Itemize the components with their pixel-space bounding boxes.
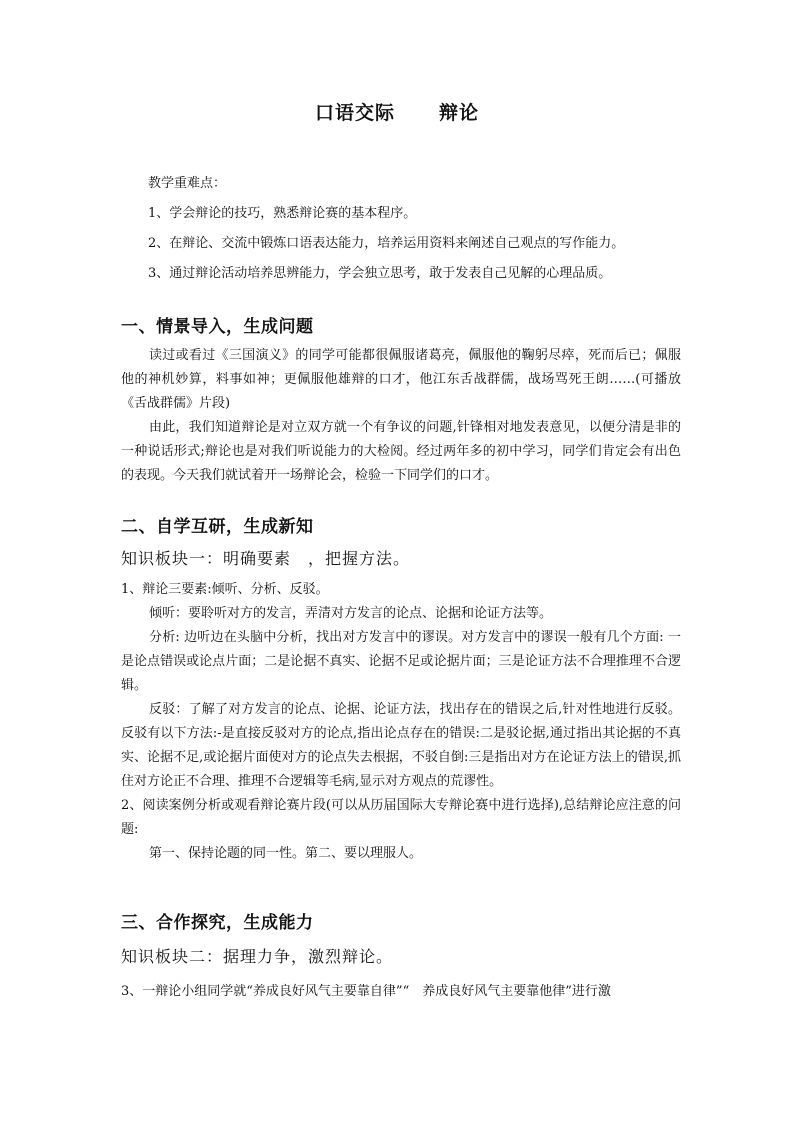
section2-listen: 倾听：要聆听对方的发言，弄清对方发言的论点、论据和论证方法等。	[149, 606, 553, 621]
key-point-item: 1、学会辩论的技巧，熟悉辩论赛的基本程序。	[148, 206, 417, 221]
key-points	[148, 174, 708, 294]
section2-body	[121, 578, 681, 866]
section2-analyze: 分析: 边听边在头脑中分析，找出对方发言中的谬误。对方发言中的谬误一般有几个方面: 一是论点错误或论点片面；二是论据不真实、论据不足或论据片面；三是论证方法不合理推理不合逻辑。	[121, 630, 681, 693]
section2-heading: 二、自学互研，生成新知	[121, 517, 314, 537]
title-part2: 辩论	[439, 102, 480, 124]
key-point-item: 3、通过辩论活动培养思辨能力，学会独立思考，敢于发表自己见解的心理品质。	[148, 266, 612, 281]
section1-body	[121, 344, 681, 488]
section3-heading: 三、合作探究，生成能力	[121, 913, 314, 933]
section1-paragraph-1: 读过或看过《三国演义》的同学可能都很佩服诸葛亮，佩服他的鞠躬尽瘁，死而后已；佩服他的神机妙算，料事如神；更佩服他雄辩的口才，他江东舌战群儒，战场骂死王朗……(可播放《舌战群儒》片段)	[121, 348, 681, 411]
section1-heading: 一、情景导入，生成问题	[121, 317, 314, 337]
section2-points: 第一、保持论题的同一性。第二、要以理服人。	[149, 846, 423, 861]
title-part1: 口语交际	[314, 102, 395, 124]
section2-rebut: 反驳：了解了对方发言的论点、论据、论证方法，找出存在的错误之后,针对性地进行反驳。反驳有以下方法:-是直接反驳对方的论点,指出论点存在的错误:二是驳论据,通过指出其论据的不真实、论据不足,或论据片面使对方的论点失去根据，不驳自倒:三是指出对方在论证方法上的错误,抓住对方论正不合理、推理不合逻辑等毛病,显示对方观点的荒谬性。	[121, 702, 681, 789]
key-points-heading: 教学重难点：	[148, 176, 227, 191]
section2-item-1: 1、辩论三要素:倾听、分析、反驳。	[121, 582, 329, 597]
section3-item-3: 3、一辩论小组同学就“养成良好风气主要靠自律”“ 养成良好风气主要靠他律”进行激	[121, 984, 611, 999]
section3-subheading: 知识板块二：据理力争，激烈辩论。	[121, 947, 394, 966]
section2-subheading: 知识板块一：明确要素 ，把握方法。	[121, 549, 411, 568]
key-point-item: 2、在辩论、交流中锻炼口语表达能力，培养运用资料来阐述自己观点的写作能力。	[148, 236, 625, 251]
page-title	[0, 98, 794, 125]
section2-item-2: 2、阅读案例分析或观看辩论赛片段(可以从历届国际大专辩论赛中进行选择),总结辩论应注意的问题:	[121, 798, 681, 837]
section3-body	[121, 980, 681, 1004]
section1-paragraph-2: 由此，我们知道辩论是对立双方就一个有争议的问题,针锋相对地发表意见，以便分清是非的一种说话形式;辩论也是对我们听说能力的大检阅。经过两年多的初中学习，同学们肯定会有出色的表现。今天我们就试着开一场辩论会，检验一下同学们的口才。	[121, 420, 681, 483]
